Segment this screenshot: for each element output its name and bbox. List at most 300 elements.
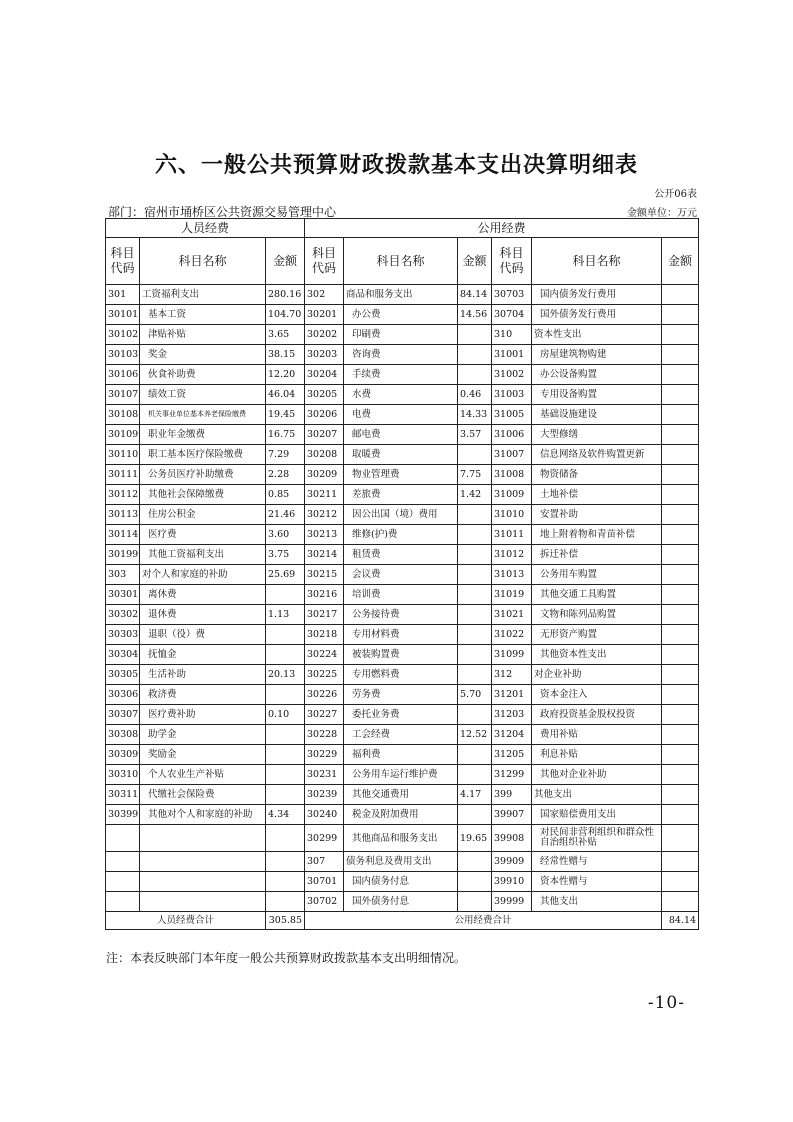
cell-amount [266,825,305,852]
table-note: 注：本表反映部门本年度一般公共预算财政拨款基本支出明细情况。 [106,951,467,965]
cell-code: 303 [106,565,140,585]
cell-amount [662,805,699,825]
cell-code: 30209 [305,465,344,485]
cell-amount [662,365,699,385]
cell-code: 31009 [492,485,532,505]
cell-code: 39909 [492,852,532,872]
cell-amount [266,685,305,705]
cell-code: 31205 [492,745,532,765]
cell-amount [458,365,492,385]
cell-amount [662,525,699,545]
cell-code: 30228 [305,725,344,745]
cell-code: 30202 [305,325,344,345]
cell-code: 30309 [106,745,140,765]
cell-code: 30204 [305,365,344,385]
cell-name: 专用材料费 [344,625,458,645]
cell-code: 31007 [492,445,532,465]
cell-amount [662,765,699,785]
cell-name: 物资储备 [532,465,662,485]
cell-code: 31203 [492,705,532,725]
cell-code: 30227 [305,705,344,725]
cell-name: 物业管理费 [344,465,458,485]
cell-name: 国内债务付息 [344,872,458,892]
section-header-row [106,219,699,238]
cell-amount: 16.75 [266,425,305,445]
expenditure-detail-table [105,218,699,930]
table-row [106,465,699,485]
cell-code: 31099 [492,645,532,665]
cell-amount [458,705,492,725]
cell-name: 其他商品和服务支出 [344,825,458,852]
table-row [106,405,699,425]
cell-amount [662,385,699,405]
cell-code: 30231 [305,765,344,785]
header-name: 科目名称 [532,238,662,285]
cell-amount [266,872,305,892]
cell-code: 31002 [492,365,532,385]
cell-amount [662,445,699,465]
cell-amount [266,892,305,912]
cell-name: 对民间非营利组织和群众性自治组织补贴 [532,825,662,852]
table-row [106,665,699,685]
cell-name: 费用补贴 [532,725,662,745]
cell-code: 30212 [305,505,344,525]
cell-name: 医疗费补助 [140,705,266,725]
cell-amount [662,852,699,872]
cell-name: 公务用车运行维护费 [344,765,458,785]
cell-name: 医疗费 [140,525,266,545]
cell-code: 399 [492,785,532,805]
cell-amount: 3.75 [266,545,305,565]
cell-name: 劳务费 [344,685,458,705]
cell-name: 国外债务付息 [344,892,458,912]
cell-name: 房屋建筑物购建 [532,345,662,365]
cell-name: 商品和服务支出 [344,285,458,305]
cell-code: 30301 [106,585,140,605]
cell-code: 30213 [305,525,344,545]
cell-amount [662,825,699,852]
table-row [106,625,699,645]
cell-amount: 84.14 [458,285,492,305]
cell-amount: 2.28 [266,465,305,485]
cell-name: 奖励金 [140,745,266,765]
cell-amount [458,645,492,665]
cell-amount [266,785,305,805]
cell-name: 津贴补贴 [140,325,266,345]
cell-amount [662,485,699,505]
cell-code: 30304 [106,645,140,665]
cell-name: 资本性支出 [532,325,662,345]
personnel-total-value: 305.85 [266,912,305,930]
cell-name: 会议费 [344,565,458,585]
cell-code: 39910 [492,872,532,892]
table-row [106,525,699,545]
cell-code: 30217 [305,605,344,625]
cell-amount [662,425,699,445]
cell-name: 其他支出 [532,892,662,912]
cell-amount [266,625,305,645]
cell-code: 30207 [305,425,344,445]
cell-amount [266,852,305,872]
cell-amount [266,765,305,785]
cell-name: 工会经费 [344,725,458,745]
cell-amount: 104.70 [266,305,305,325]
cell-name: 其他交通费用 [344,785,458,805]
table-row [106,685,699,705]
cell-name: 税金及附加费用 [344,805,458,825]
cell-amount [458,805,492,825]
cell-name: 资本金注入 [532,685,662,705]
cell-amount: 0.46 [458,385,492,405]
cell-name: 被装购置费 [344,645,458,665]
table-row [106,705,699,725]
cell-amount [458,625,492,645]
table-row [106,785,699,805]
cell-code: 30305 [106,665,140,685]
cell-name: 其他资本性支出 [532,645,662,665]
header-code: 科目代码 [492,238,532,285]
cell-amount [662,645,699,665]
table-row [106,505,699,525]
header-amount: 金额 [266,238,305,285]
cell-code [106,892,140,912]
cell-amount: 3.57 [458,425,492,445]
cell-code: 30101 [106,305,140,325]
table-row [106,325,699,345]
cell-amount [266,645,305,665]
cell-code: 30702 [305,892,344,912]
cell-name: 手续费 [344,365,458,385]
cell-amount [662,585,699,605]
cell-name: 维修(护)费 [344,525,458,545]
cell-code: 30103 [106,345,140,365]
cell-name: 其他交通工具购置 [532,585,662,605]
department-label: 部门：宿州市埇桥区公共资源交易管理中心 [108,205,337,219]
cell-code: 30226 [305,685,344,705]
public-total-value: 84.14 [662,912,699,930]
header-amount: 金额 [458,238,492,285]
cell-name: 取暖费 [344,445,458,465]
cell-amount: 12.52 [458,725,492,745]
cell-code: 31019 [492,585,532,605]
cell-amount: 0.10 [266,705,305,725]
cell-amount [458,345,492,365]
cell-name: 代缴社会保险费 [140,785,266,805]
cell-name: 住房公积金 [140,505,266,525]
table-row [106,725,699,745]
cell-code: 31006 [492,425,532,445]
cell-amount: 21.46 [266,505,305,525]
cell-code: 30205 [305,385,344,405]
cell-amount [662,465,699,485]
cell-code: 302 [305,285,344,305]
cell-code: 30308 [106,725,140,745]
cell-name: 政府投资基金股权投资 [532,705,662,725]
table-row [106,545,699,565]
cell-name: 福利费 [344,745,458,765]
public-total-label: 公用经费合计 [305,912,662,930]
cell-amount [662,305,699,325]
cell-code: 30106 [106,365,140,385]
table-row [106,305,699,325]
cell-amount: 7.29 [266,445,305,465]
table-row [106,445,699,465]
cell-name [140,825,266,852]
cell-code: 39908 [492,825,532,852]
cell-code: 30229 [305,745,344,765]
cell-name: 办公设备购置 [532,365,662,385]
header-amount: 金额 [662,238,699,285]
cell-name: 绩效工资 [140,385,266,405]
cell-code: 30704 [492,305,532,325]
cell-name: 土地补偿 [532,485,662,505]
cell-name: 债务利息及费用支出 [344,852,458,872]
cell-name: 办公费 [344,305,458,325]
cell-name: 电费 [344,405,458,425]
cell-amount [662,685,699,705]
cell-amount [662,745,699,765]
cell-name: 退休费 [140,605,266,625]
cell-name: 经常性赠与 [532,852,662,872]
header-code: 科目代码 [305,238,344,285]
table-row [106,285,699,305]
cell-code: 30107 [106,385,140,405]
cell-name: 伙食补助费 [140,365,266,385]
cell-amount: 20.13 [266,665,305,685]
table-row [106,485,699,505]
cell-name: 其他社会保障缴费 [140,485,266,505]
cell-amount [458,892,492,912]
cell-amount [458,505,492,525]
cell-amount: 14.56 [458,305,492,325]
cell-code: 31012 [492,545,532,565]
cell-amount: 4.17 [458,785,492,805]
cell-name: 其他支出 [532,785,662,805]
table-row [106,892,699,912]
cell-amount [662,285,699,305]
cell-amount [266,585,305,605]
cell-code: 30102 [106,325,140,345]
cell-code: 30201 [305,305,344,325]
cell-code: 30216 [305,585,344,605]
cell-name: 助学金 [140,725,266,745]
cell-code: 30203 [305,345,344,365]
cell-amount [662,785,699,805]
cell-name: 基本工资 [140,305,266,325]
cell-name: 专用燃料费 [344,665,458,685]
cell-name: 对企业补助 [532,665,662,685]
cell-code: 30215 [305,565,344,585]
cell-amount [266,725,305,745]
cell-amount [662,345,699,365]
cell-amount [266,745,305,765]
cell-code: 31005 [492,405,532,425]
cell-code: 30211 [305,485,344,505]
cell-code: 30225 [305,665,344,685]
cell-amount: 46.04 [266,385,305,405]
cell-amount: 280.16 [266,285,305,305]
table-row [106,645,699,665]
cell-amount [662,725,699,745]
cell-code: 30111 [106,465,140,485]
cell-code: 312 [492,665,532,685]
cell-name: 工资福利支出 [140,285,266,305]
table-row [106,585,699,605]
cell-amount [458,745,492,765]
cell-amount [662,625,699,645]
cell-code: 30299 [305,825,344,852]
cell-code: 30108 [106,405,140,425]
table-row [106,385,699,405]
cell-amount: 1.13 [266,605,305,625]
cell-name: 专用设备购置 [532,385,662,405]
cell-code: 30208 [305,445,344,465]
cell-code: 30114 [106,525,140,545]
cell-amount: 1.42 [458,485,492,505]
cell-amount [662,505,699,525]
cell-name: 基础设施建设 [532,405,662,425]
cell-code: 31022 [492,625,532,645]
column-header-row [106,238,699,285]
cell-name: 国内债务发行费用 [532,285,662,305]
cell-code: 30224 [305,645,344,665]
cell-code: 39999 [492,892,532,912]
cell-name: 地上附着物和青苗补偿 [532,525,662,545]
cell-name: 安置补助 [532,505,662,525]
table-row [106,605,699,625]
cell-name: 信息网络及软件购置更新 [532,445,662,465]
personnel-total-label: 人员经费合计 [106,912,266,930]
cell-amount: 19.65 [458,825,492,852]
cell-amount [662,872,699,892]
cell-name: 国家赔偿费用支出 [532,805,662,825]
cell-name: 印刷费 [344,325,458,345]
cell-amount: 3.60 [266,525,305,545]
cell-code: 31021 [492,605,532,625]
cell-code [106,825,140,852]
cell-code: 30239 [305,785,344,805]
header-name: 科目名称 [140,238,266,285]
cell-amount: 7.75 [458,465,492,485]
cell-code: 31011 [492,525,532,545]
table-row [106,805,699,825]
cell-code: 31299 [492,765,532,785]
cell-amount [458,525,492,545]
cell-amount: 0.85 [266,485,305,505]
cell-code: 31008 [492,465,532,485]
cell-name: 资本性赠与 [532,872,662,892]
section-public: 公用经费 [305,219,699,238]
cell-code: 30311 [106,785,140,805]
cell-code: 30112 [106,485,140,505]
page-title: 六、一般公共预算财政拨款基本支出决算明细表 [154,152,638,178]
cell-amount [458,445,492,465]
cell-amount [458,665,492,685]
cell-amount [458,545,492,565]
cell-amount [458,325,492,345]
table-row [106,345,699,365]
cell-name: 生活补助 [140,665,266,685]
cell-code: 30199 [106,545,140,565]
cell-name: 租赁费 [344,545,458,565]
cell-code: 301 [106,285,140,305]
cell-name: 职业年金缴费 [140,425,266,445]
cell-code: 30303 [106,625,140,645]
cell-name: 公务接待费 [344,605,458,625]
cell-amount: 14.33 [458,405,492,425]
cell-name [140,852,266,872]
cell-code: 30399 [106,805,140,825]
cell-code: 31201 [492,685,532,705]
cell-code [106,852,140,872]
cell-amount: 25.69 [266,565,305,585]
cell-amount: 12.20 [266,365,305,385]
cell-name: 离休费 [140,585,266,605]
cell-amount [662,545,699,565]
form-number: 公开06表 [654,189,697,200]
cell-amount [458,585,492,605]
cell-name: 邮电费 [344,425,458,445]
cell-amount [458,765,492,785]
cell-name: 其他工资福利支出 [140,545,266,565]
cell-name: 救济费 [140,685,266,705]
cell-code: 39907 [492,805,532,825]
cell-amount [458,872,492,892]
cell-code: 30306 [106,685,140,705]
cell-name: 机关事业单位基本养老保险缴费 [140,405,266,425]
cell-name: 利息补贴 [532,745,662,765]
cell-name: 无形资产购置 [532,625,662,645]
cell-name: 大型修缮 [532,425,662,445]
cell-code: 30109 [106,425,140,445]
table-row [106,825,699,852]
cell-code: 30113 [106,505,140,525]
cell-amount [458,605,492,625]
cell-code: 31001 [492,345,532,365]
cell-code [106,872,140,892]
table-row [106,425,699,445]
cell-name: 水费 [344,385,458,405]
cell-code: 310 [492,325,532,345]
page-number: -10- [647,993,685,1013]
cell-code: 30218 [305,625,344,645]
cell-name: 培训费 [344,585,458,605]
cell-code: 30240 [305,805,344,825]
table-row [106,365,699,385]
cell-amount [662,565,699,585]
cell-name: 拆迁补偿 [532,545,662,565]
cell-name: 其他对个人和家庭的补助 [140,805,266,825]
cell-name: 咨询费 [344,345,458,365]
cell-name: 退职（役）费 [140,625,266,645]
amount-unit-label: 金额单位：万元 [627,208,697,219]
cell-name: 职工基本医疗保险缴费 [140,445,266,465]
cell-code: 30302 [106,605,140,625]
cell-amount: 4.34 [266,805,305,825]
cell-amount [458,565,492,585]
cell-name [140,872,266,892]
cell-name: 公务员医疗补助缴费 [140,465,266,485]
cell-code: 30703 [492,285,532,305]
cell-code: 30307 [106,705,140,725]
cell-amount [662,892,699,912]
header-code: 科目代码 [106,238,140,285]
table-row [106,745,699,765]
cell-name: 差旅费 [344,485,458,505]
cell-amount [662,325,699,345]
table-row [106,872,699,892]
cell-name: 文物和陈列品购置 [532,605,662,625]
